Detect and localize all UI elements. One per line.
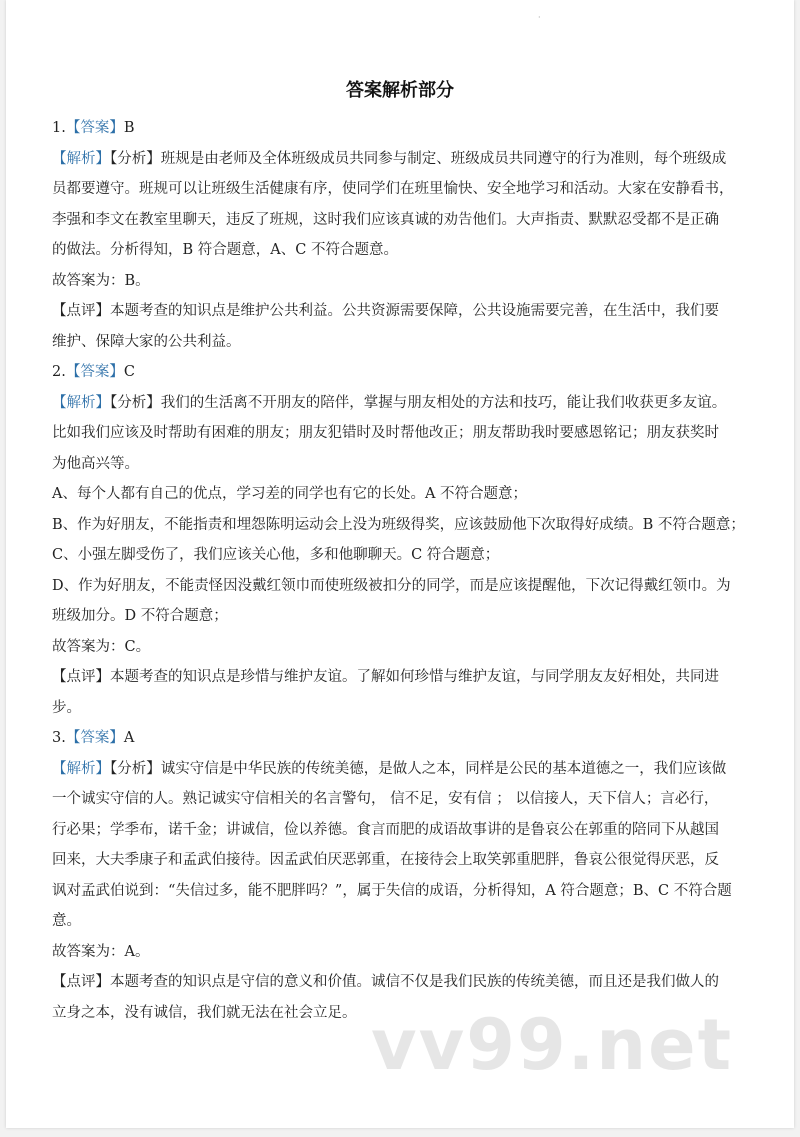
q3-answer: A [123, 730, 135, 746]
q2-answer-line [52, 357, 764, 388]
q2-option-c: C、小强左脚受伤了，我们应该关心他，多和他聊聊天。C 符合题意； [52, 547, 500, 563]
q1-answer: B [123, 120, 135, 136]
q1-analysis-line: 李强和李文在教室里聊天，违反了班规，这时我们应该真诚的劝告他们。大声指责、默默忍受都不是正确 [52, 211, 719, 228]
q1-analysis-line: 员都要遵守。班规可以让班级生活健康有序，使同学们在班里愉快、安全地学习和活动。大家在安静看书， [52, 181, 734, 197]
q3-answer-line [52, 723, 764, 754]
q2-comment-line [52, 662, 764, 693]
q2-comment-line: 步。 [52, 699, 81, 716]
q2-analysis-line: 为他高兴等。 [52, 455, 139, 472]
q2-option-d-cont: 班级加分。D 不符合题意； [52, 608, 228, 624]
q3-analysis-line: 一个诚实守信的人。熟记诚实守信相关的名言警句， 信不足，安有信 ； 以信接人，天下信人；言必行， [52, 791, 719, 807]
q3-analysis-text: 【分析】诚实守信是中华民族的传统美德，是做人之本，同样是公民的基本道德之一，我们应该做 [110, 760, 727, 777]
top-mark: · [538, 13, 541, 22]
answer-content [52, 113, 764, 1028]
q1-comment-line: 维护、保障大家的公共利益。 [52, 333, 241, 350]
analysis-tag: 【解析】 [52, 394, 110, 411]
q2-conclusion: 故答案为：C。 [52, 638, 151, 655]
q1-analysis-text: 【分析】班规是由老师及全体班级成员共同参与制定、班级成员共同遵守的行为准则，每个班级成 [110, 150, 727, 167]
q2-option-a: A、每个人都有自己的优点，学习差的同学也有它的长处。A 不符合题意； [52, 486, 528, 502]
watermark: vv99.net [371, 1004, 734, 1086]
q2-number: 2. [52, 364, 66, 380]
answer-tag: 【答案】 [65, 730, 124, 746]
q3-analysis-line: 讽对孟武伯说到：“失信过多，能不肥胖吗？”，属于失信的成语，分析得知，A 符合题意；B、C 不符合题 [52, 882, 732, 899]
comment-tag: 【点评】 [52, 303, 110, 319]
q3-number: 3. [52, 730, 66, 746]
q1-conclusion: 故答案为：B。 [52, 272, 150, 289]
answer-page [6, 0, 794, 1128]
q2-analysis-text: 【分析】我们的生活离不开朋友的陪伴，掌握与朋友相处的方法和技巧，能让我们收获更多友谊。 [110, 394, 727, 411]
q3-comment-line: 立身之本，没有诚信，我们就无法在社会立足。 [52, 1004, 357, 1021]
q2-answer: C [123, 364, 135, 380]
answer-tag: 【答案】 [65, 120, 124, 136]
q3-analysis-line: 意。 [52, 913, 81, 929]
q3-comment-text: 本题考查的知识点是守信的意义和价值。诚信不仅是我们民族的传统美德，而且还是我们做人的 [110, 974, 719, 990]
q2-comment-text: 本题考查的知识点是珍惜与维护友谊。了解如何珍惜与维护友谊，与同学朋友友好相处，共同进 [110, 669, 719, 685]
q3-analysis-line: 行必果；学季布，诺千金；讲诚信，俭以养德。食言而肥的成语故事讲的是鲁哀公在郭重的陪同下从越国 [52, 821, 719, 838]
analysis-tag: 【解析】 [52, 150, 110, 167]
q3-conclusion: 故答案为：A。 [52, 943, 150, 960]
q1-comment-line [52, 296, 764, 327]
q1-number: 1. [52, 120, 66, 136]
q1-answer-line [52, 113, 764, 144]
q2-analysis-line: 比如我们应该及时帮助有困难的朋友；朋友犯错时及时帮他改正；朋友帮助我时要感恩铭记；朋友获奖时 [52, 425, 719, 441]
q1-comment-text: 本题考查的知识点是维护公共利益。公共资源需要保障，公共设施需要完善，在生活中，我们要 [110, 303, 719, 319]
q3-analysis-line: 回来，大夫季康子和孟武伯接待。因孟武伯厌恶郭重，在接待会上取笑郭重肥胖，鲁哀公很觉得厌恶，反 [52, 852, 719, 868]
q3-analysis-line [52, 754, 764, 785]
page-title: 答案解析部分 [346, 80, 454, 101]
q2-analysis-line [52, 388, 764, 419]
q3-comment-line [52, 967, 764, 998]
comment-tag: 【点评】 [52, 669, 110, 685]
q2-option-b: B、作为好朋友，不能指责和埋怨陈明运动会上没为班级得奖，应该鼓励他下次取得好成绩。B 不符合题意； [52, 516, 745, 533]
answer-tag: 【答案】 [65, 364, 124, 380]
comment-tag: 【点评】 [52, 974, 110, 990]
analysis-tag: 【解析】 [52, 760, 110, 777]
q1-analysis-line: 的做法。分析得知，B 符合题意，A、C 不符合题意。 [52, 242, 398, 258]
q2-option-d: D、作为好朋友，不能责怪因没戴红领巾而使班级被扣分的同学，而是应该提醒他，下次记得戴红领巾。为 [52, 577, 731, 594]
q1-analysis-line [52, 144, 764, 175]
